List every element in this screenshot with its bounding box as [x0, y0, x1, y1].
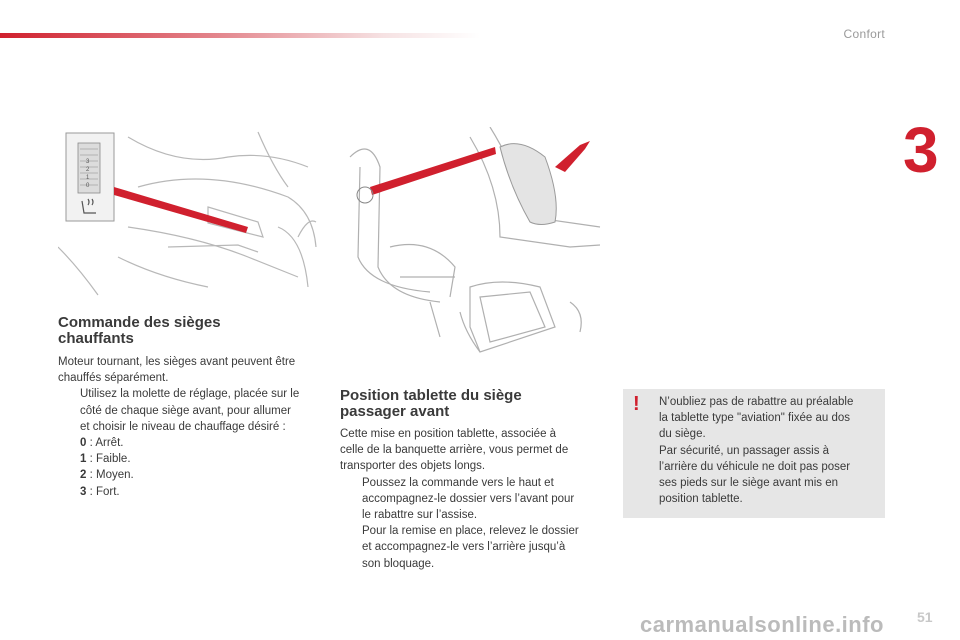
level-label: : Arrêt.: [86, 437, 124, 450]
body-line: et choisir le niveau de chauffage désiré :: [80, 420, 286, 433]
body-line: Poussez la commande vers le haut et: [362, 476, 554, 489]
level-number: 0: [80, 437, 87, 450]
level-label: : Moyen.: [86, 469, 134, 482]
body-line: Cette mise en position tablette, associée à: [340, 428, 557, 440]
title-line: Commande des sièges: [58, 314, 221, 331]
warning-note-text: [659, 394, 877, 507]
body-line: côté de chaque siège avant, pour allumer: [80, 404, 291, 417]
level-label: : Fort.: [86, 485, 120, 498]
note-line: position tablette.: [659, 493, 743, 506]
heated-seats-body: [58, 354, 320, 500]
bullet-item: [340, 523, 605, 572]
body-line: son bloquage.: [362, 557, 435, 570]
body-line: Utilisez la molette de réglage, placée sur le: [80, 388, 300, 401]
body-line: accompagnez-le dossier vers l’avant pour: [362, 492, 575, 505]
level-number: 1: [80, 453, 87, 466]
watermark: carmanualsonline.info: [640, 612, 884, 637]
body-line: Pour la remise en place, relevez le dossier: [362, 525, 579, 538]
note-line: ses pieds sur le siège avant mis en: [659, 477, 838, 490]
heated-seat-illustration: [58, 127, 318, 299]
level-item: [80, 484, 320, 500]
body-line: et accompagnez-le vers l’arrière jusqu’à: [362, 541, 566, 554]
level-item: [80, 451, 320, 467]
body-line: le rabattre sur l’assise.: [362, 509, 478, 522]
heat-levels-list: [58, 435, 320, 500]
title-line: chauffants: [58, 330, 134, 347]
note-line: N’oubliez pas de rabattre au préalable: [659, 396, 854, 408]
note-line: la tablette type "aviation" fixée au dos: [659, 412, 851, 425]
bullet-item: [340, 475, 605, 524]
tablet-position-title: [340, 388, 522, 420]
title-line: passager avant: [340, 403, 450, 420]
note-line: du siège.: [659, 428, 706, 441]
warning-icon: !: [633, 393, 640, 415]
body-line: celle de la banquette arrière, vous permet de: [340, 444, 569, 457]
note-line: l’arrière du véhicule ne doit pas poser: [659, 460, 851, 473]
dial-label: 3: [86, 159, 90, 165]
heated-seats-title: [58, 315, 221, 347]
level-number: 2: [80, 469, 87, 482]
note-line: Par sécurité, un passager assis à: [659, 444, 830, 457]
header-accent-bar: [0, 33, 480, 38]
title-line: Position tablette du siège: [340, 387, 522, 404]
section-title: Confort: [843, 27, 885, 41]
bullet-item: [58, 386, 320, 435]
level-item: [80, 467, 320, 483]
body-line: Moteur tournant, les sièges avant peuvent être: [58, 356, 296, 368]
level-number: 3: [80, 485, 87, 498]
dial-label: 2: [86, 167, 90, 173]
chapter-number: 3: [903, 114, 939, 186]
dial-label: 0: [86, 183, 90, 189]
dial-label: 1: [86, 175, 90, 181]
level-item: [80, 435, 320, 451]
body-line: chauffés séparément.: [58, 372, 169, 385]
tablet-position-body: [340, 426, 605, 572]
page-number: 51: [917, 609, 933, 625]
body-line: transporter des objets longs.: [340, 460, 486, 473]
passenger-seat-illustration: [330, 127, 610, 367]
level-label: : Faible.: [86, 453, 131, 466]
